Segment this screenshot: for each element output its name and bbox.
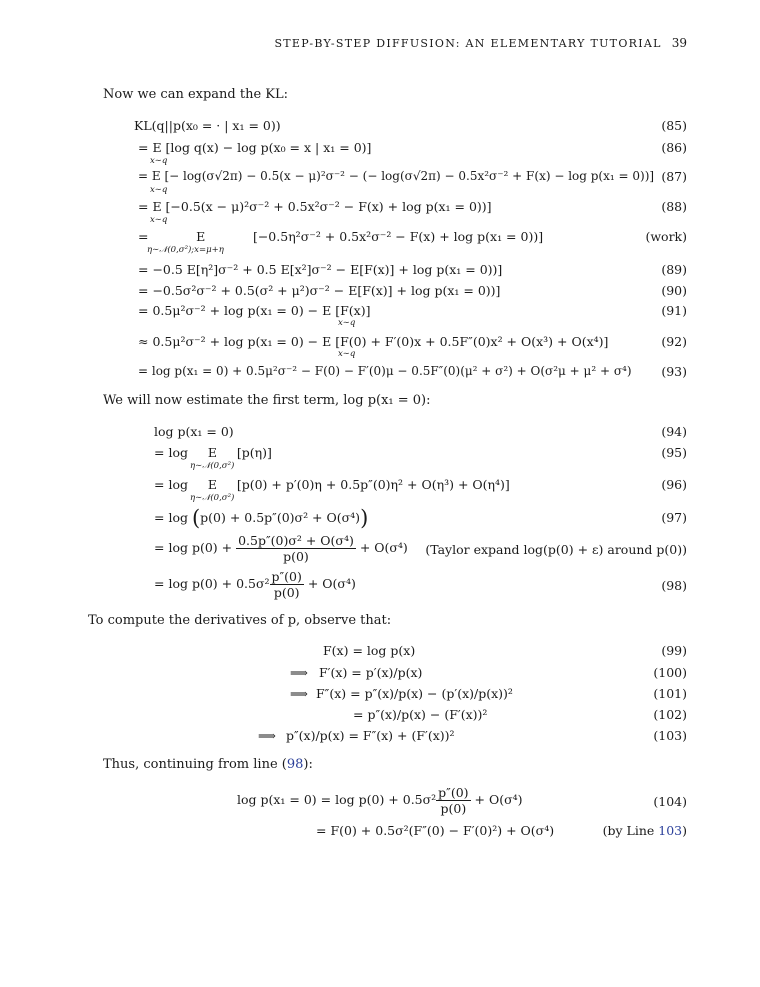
eq-96: = log E [p(0) + p′(0)η + 0.5p″(0)η² + O(η³) + O(η⁴)] [154,477,510,492]
eq-100-implies: ⟹ [290,665,308,680]
page-number: 39 [671,36,687,50]
eq-tag-85: (85) [661,118,687,133]
eq-104-rhs: + O(σ⁴) [470,792,523,807]
eq-tag-86: (86) [661,140,687,155]
eq-93: = log p(x₁ = 0) + 0.5μ²σ⁻² − F(0) − F′(0)μ − 0.5F″(0)(μ² + σ²) + O(σ²μ + μ² + σ⁴) [138,364,632,378]
eq-94: log p(x₁ = 0) [154,424,234,439]
eq-91-subscript: x∼q [338,318,356,328]
paragraph-continuing-end: ): [303,757,313,772]
eq-92-subscript: x∼q [338,349,356,359]
eq-95: = log E [p(η)] [154,445,272,460]
running-title: STEP-BY-STEP DIFFUSION: AN ELEMENTARY TUTORIAL [274,37,662,50]
eq-96-subscript: η∼𝒩(0,σ²) [190,493,235,503]
eq-98-fraction [270,569,304,600]
eq-101: F″(x) = p″(x)/p(x) − (p′(x)/p(x))² [316,686,513,701]
eq-104 [237,785,523,816]
eq-final-note-prefix: (by Line [602,823,659,838]
eq-86-subscript: x∼q [150,156,168,166]
paragraph-continuing [103,757,313,772]
eq-tag-93: (93) [661,364,687,379]
eq-taylor-rhs: + O(σ⁴) [355,540,408,555]
eq-97-close-paren: ) [360,506,369,530]
eq-tag-91: (91) [661,303,687,318]
eq-95-subscript: η∼𝒩(0,σ²) [190,461,235,471]
eq-88-subscript: x∼q [150,215,168,225]
eq-taylor-note: (Taylor expand log(p(0) + ε) around p(0)) [425,542,687,557]
eq-87-subscript: x∼q [150,185,168,195]
eq-tag-97: (97) [661,510,687,525]
eq-98-rhs: + O(σ⁴) [303,576,356,591]
eq-final-note-suffix: ) [682,823,687,838]
eq-work-subscript: η∼𝒩(0,σ²);x=μ+η [147,245,224,255]
eq-98-lhs: = log p(0) + 0.5σ² [154,576,270,591]
eq-taylor-denominator: p(0) [283,549,309,564]
eq-tag-94: (94) [661,424,687,439]
line-98-link[interactable]: 98 [286,757,304,772]
eq-99: F(x) = log p(x) [323,643,416,658]
eq-90: = −0.5σ²σ⁻² + 0.5(σ² + μ²)σ⁻² − E[F(x)] + log p(x₁ = 0))] [138,283,501,298]
eq-tag-100: (100) [653,665,687,680]
eq-tag-98: (98) [661,578,687,593]
eq-104-denominator: p(0) [440,801,467,816]
eq-98 [154,569,356,600]
eq-taylor [154,533,408,564]
eq-taylor-numerator: 0.5p″(0)σ² + O(σ⁴) [238,533,354,548]
eq-tag-101: (101) [653,686,687,701]
eq-work: = E [−0.5η²σ⁻² + 0.5x²σ⁻² − F(x) + log p(x₁ = 0))] [138,229,544,244]
eq-104-numerator: p″(0) [438,785,469,800]
eq-taylor-fraction [236,533,356,564]
eq-tag-work: (work) [645,229,687,244]
eq-tag-88: (88) [661,199,687,214]
eq-97 [154,506,368,530]
eq-88: = E [−0.5(x − μ)²σ⁻² + 0.5x²σ⁻² − F(x) + log p(x₁ = 0))] [138,199,492,214]
eq-89: = −0.5 E[η²]σ⁻² + 0.5 E[x²]σ⁻² − E[F(x)] + log p(x₁ = 0))] [138,262,503,277]
eq-tag-103: (103) [653,728,687,743]
paragraph-kl-intro: Now we can expand the KL: [103,87,289,102]
eq-104-lhs: log p(x₁ = 0) = log p(0) + 0.5σ² [237,792,437,807]
eq-final-note [603,823,687,838]
eq-tag-89: (89) [661,262,687,277]
eq-tag-92: (92) [661,334,687,349]
eq-tag-99: (99) [661,643,687,658]
eq-86: = E [log q(x) − log p(x₀ = x | x₁ = 0)] [138,140,372,155]
line-103-link[interactable]: 103 [658,823,683,838]
eq-91: = 0.5μ²σ⁻² + log p(x₁ = 0) − E [F(x)] [138,303,371,318]
eq-tag-104: (104) [653,794,687,809]
paragraph-derivatives: To compute the derivatives of p, observe that: [88,613,392,628]
eq-97-open-paren: ( [191,506,201,530]
eq-tag-95: (95) [661,445,687,460]
eq-98-denominator: p(0) [273,585,300,600]
eq-103: p″(x)/p(x) = F″(x) + (F′(x))² [286,728,455,743]
eq-97-lhs: = log [154,510,192,525]
eq-100: F′(x) = p′(x)/p(x) [319,665,423,680]
eq-104-fraction [436,785,470,816]
eq-85: KL(q||p(x₀ = · | x₁ = 0)) [134,118,281,133]
eq-98-numerator: p″(0) [271,569,302,584]
eq-102: = p″(x)/p(x) − (F′(x))² [353,707,488,722]
eq-tag-102: (102) [653,707,687,722]
eq-tag-96: (96) [661,477,687,492]
paragraph-first-term: We will now estimate the first term, log p(x₁ = 0): [103,393,431,408]
eq-92: ≈ 0.5μ²σ⁻² + log p(x₁ = 0) − E [F(0) + F′(0)x + 0.5F″(0)x² + O(x³) + O(x⁴)] [138,334,609,349]
eq-final: = F(0) + 0.5σ²(F″(0) − F′(0)²) + O(σ⁴) [316,823,555,838]
running-header [0,36,687,50]
eq-taylor-lhs: = log p(0) + [154,540,237,555]
eq-87: = E [− log(σ√2π) − 0.5(x − μ)²σ⁻² − (− log(σ√2π) − 0.5x²σ⁻² + F(x) − log p(x₁ = 0))] [138,169,655,183]
eq-tag-87: (87) [661,169,687,184]
eq-97-body: p(0) + 0.5p″(0)σ² + O(σ⁴) [200,510,361,525]
eq-tag-90: (90) [661,283,687,298]
eq-101-implies: ⟹ [290,686,308,701]
paragraph-continuing-text: Thus, continuing from line ( [103,757,287,772]
eq-103-implies: ⟹ [258,728,276,743]
